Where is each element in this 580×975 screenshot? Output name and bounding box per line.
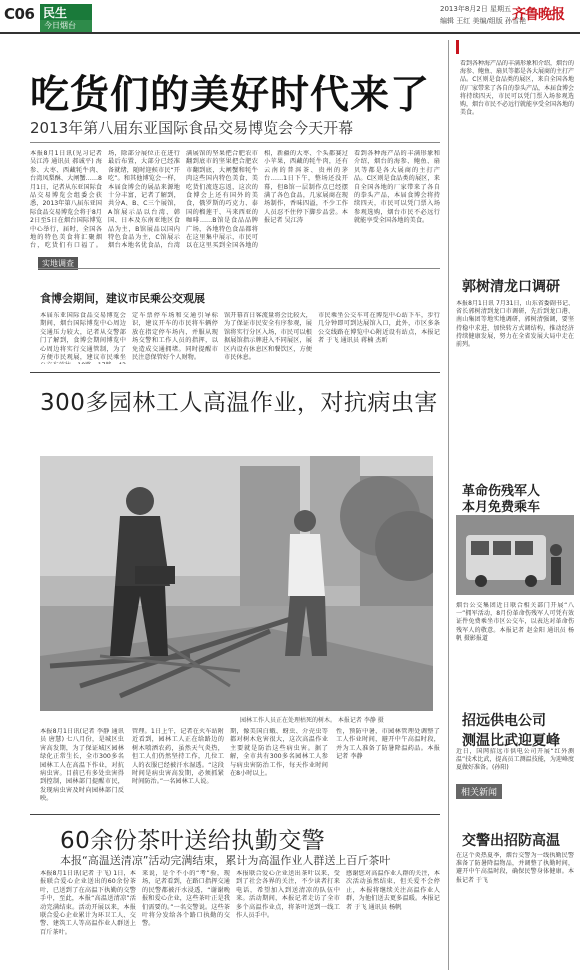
- survey-column-2: 定车票停车场和交通引导标识，建议开车的市民将车辆停放在指定停车场内，并服从现场交警和工作人员的指挥，以免造成交通拥堵。同时提醒市民注意保管好个人财物。: [132, 312, 218, 362]
- sidebar-headline-3b: 测温比武迎夏峰: [462, 733, 560, 749]
- pest-column-1: 本报8月1日讯(记者 李静 通讯员 唐慧) 七八月份，是城区虫害高发期，为了保证城区园林绿化正常生长，全市300多名园林工人在高温下作业，对抗病虫害。目前已有多处虫害得到控制，园林部门提醒市民，发现病虫害及时向园林部门反映。: [40, 728, 124, 803]
- sidebar-headline-1: 郭树清龙口调研: [462, 279, 560, 295]
- main-column-5: 看到各种海产品的丰满形象和介绍，烟台的海参、鲍鱼、扇贝等都是各大展商的主打产品。C区则是食品类的展区，来自全国各地的厂家带来了各自的拳头产品，本届食博会将持续四天，市民可以凭门票入场参观选购，烟台市民不必远行就能享受全国各地的美食。: [354, 150, 440, 225]
- tea-subheadline: 本报“高温送清凉”活动完满结束，累计为高温作业人群送上百斤茶叶: [60, 854, 391, 867]
- sidebar-story-1: 本报8月1日讯 7月31日，山东省委副书记、省长郭树清到龙口市调研，先后到龙口港、南山集团等地实地调研，郭树清强调，要坚持稳中求进，加快转方式调结构，推动经济持续健康发展，努力在全省发展大局中走在前列。: [456, 300, 574, 349]
- section-number: C06: [4, 5, 35, 23]
- main-headline: 吃货们的美好时代来了: [30, 73, 431, 118]
- survey-headline: 食博会期间，建议市民乘公交观展: [40, 292, 205, 305]
- pest-column-2: 管理。1日上午，记者在火车站附近看到，园林工人正在给路边的树木喷洒农药，虽然天气炎热，但工人们仍然坚持工作，几位工人的衣服已经被汗水湿透。“这段时间是病虫害高发期，必须抓紧时间防治。”一名园林工人说。: [132, 728, 224, 786]
- section-name: 民生: [40, 4, 92, 20]
- pest-column-4: 性，预防中暑，市园林管理处调整了工人作业时间，避开中午高温时段，并为工人准备了防暑降温药品。本报记者 李静: [336, 728, 440, 761]
- sidebar-headline-3a: 招远供电公司: [462, 713, 546, 729]
- sidebar-headline-2b: 本月免费乘车: [462, 500, 541, 515]
- sidebar-top-text: 看到各种海产品的丰满形象和介绍，烟台的海参、鲍鱼、扇贝等都是各大展商的主打产品。C区则是食品类的展区，来自全国各地的厂家带来了各自的拳头产品，本届食博会将持续四天，市民可以凭门票入场参观选购，烟台市民不必远行就能享受全国各地的美食。: [460, 60, 574, 117]
- newspaper-logo: 齐鲁晚报: [512, 7, 564, 23]
- sidebar-story-3: 近日，国网招远市供电公司开展“红外测温”技术比武，提高员工测温技能，为迎峰度夏做好准备。(孙阳): [456, 748, 574, 772]
- photo-caption: 园林工作人员正在处理枯死的树木。 本报记者 李静 摄: [240, 717, 384, 724]
- tea-column-4: 感谢您对高温作业人群的关注，本次活动虽然结束，但关爱不会停止，本报将继续关注高温作业人群，为他们送去更多温暖。本报记者 于飞 通讯员 杨帆: [346, 870, 440, 911]
- issue-date: 2013年8月2日 星期五: [440, 5, 511, 13]
- sidebar-story-4: 在这个炎热夏季，烟台交警为一线执勤民警准备了防暑降温物品，并调整了执勤时间，避开中午高温时段，确保民警身体健康。本报记者 于飞: [456, 852, 574, 884]
- pest-headline: 300多园林工人高温作业，对抗病虫害: [40, 390, 438, 416]
- sidebar-headline-2a: 革命伤残军人: [462, 484, 541, 499]
- divider: [30, 142, 440, 143]
- main-column-3: 满展馆的坚果把合肥农市翻到底市的坚果把合肥农市翻到底，大闸蟹和牦牛肉这些国内特色美食，美吃货们流连忘返，这次的食博会上还有国外的美食，俄罗斯的巧克力、泰国的榴莲干、马来西亚的咖啡……B馆是食品品牌广场，各地特色食品都将在这里集中展示，市民可以在这里买到全国各地的: [186, 150, 258, 250]
- divider: [38, 268, 440, 269]
- sidebar-headline-4: 交警出招防高温: [462, 833, 560, 849]
- divider: [30, 372, 440, 373]
- page-header: [0, 0, 580, 34]
- tea-column-1: 本报8月1日讯(记者 于飞) 1日，本报联合爱心企业送出的60余份茶叶，已送到了在高温下执勤的交警手中，至此，本报“高温送清凉”活动完满结束。活动开展以来，本报联合爱心企业累计为环卫工人、交警、建筑工人等高温作业人群送上百斤茶叶。: [40, 870, 136, 936]
- pest-column-3: 期，像美国白蛾、蚜虫、介壳虫等都对树木危害很大，这次高温作业主要就是防治这些病虫害。据了解，全市共有300多名园林工人参与病虫害防治工作，每天作业时间在8小时以上。: [230, 728, 328, 778]
- tea-column-2: 来说，是个不小的“考”验，现场，记者看到，在路口指挥交通的民警都被汗水浸透，“谢谢晚报和爱心企业，这些茶叶正是我们需要的。”一名交警说。这些茶叶将分发给各个路口执勤的交警。: [142, 870, 230, 928]
- main-column-1: 本报8月1日讯(见习记者 吴江涛 通讯员 郝诚平) 海参、大枣、西藏牦牛肉、台湾凤梨酥、大闸蟹……8月1日，记者从东亚国际食品交易博览会组委会获悉，2013年第八届东亚国际食品交易博览会将于8月2日至5日在烟台国际博览中心举行，届时，全国各地的特色美食将汇聚烟台，吃货们有口福了。: [30, 150, 102, 250]
- related-news-tag: 相关新闻: [456, 784, 502, 799]
- section-subtitle: 今日烟台: [40, 20, 92, 32]
- divider: [30, 814, 440, 815]
- main-column-4: 相，新疆的大枣、个头都赛过小苹果，西藏的牦牛肉，还有云南的普洱茶、贵州的茅台……1日下午，整场还没开幕，但B馆一层制作点已经摆满了各色食品，几家展商在现场制作，香味四溢，不少工作人员忍不住停下脚步品尝。本报记者 吴江涛: [264, 150, 348, 225]
- sidebar-story-2: 烟台公交集团近日联合相关部门开展“八一”拥军活动，8月份革命伤残军人可凭有效证件免费乘坐市区公交车，以表达对革命伤残军人的敬意。本报记者 赵金阳 通讯员 杨帆 摄影报道: [456, 602, 574, 642]
- survey-column-3: 馆开幕首日客流量将会比较大，为了保证市民安全有序参观，展馆将实行分区入场，市民可以根据展馆指示牌进入不同展区，展区内设有休息区和餐饮区，方便市民休息。: [224, 312, 312, 362]
- survey-column-1: 本届东亚国际食品交易博览会期间，烟台国际博览中心周边交通压力较大，记者从交警部门了解到，食博会期间博览中心周边将实行交通管制，为了方便市民观展，建议市民乘坐: [40, 312, 126, 362]
- survey-column-4: 市民乘坐公交车可在博览中心站下车，步行几分钟即可到达展馆入口，此外，市区多条公交线路在博览中心附近设有站点，本报记者 于飞 通讯员 蒋楠 杰昕: [318, 312, 440, 345]
- survey-tag: 实地调查: [38, 257, 78, 270]
- main-column-2: 场，除部分展位正在进行最后布置，大部分已经准备就绪，随时迎候市民“开吃”。和其他博览会一样，本届食博会的展品来源地十分丰富，记者了解到，共分A、B、C三个展馆，A馆展示品以台湾、韩国、日本及东南亚地区食品为主，B馆展品以国内特色食品为主，C馆展示烟台本地名优食品，台湾: [108, 150, 180, 250]
- sidebar-bus-photo: [456, 515, 574, 595]
- editor-credits: 编辑 王红 美编/组版 孙雪艳: [440, 17, 527, 25]
- sidebar-accent: [456, 40, 459, 54]
- sidebar-divider: [448, 40, 449, 970]
- main-subheadline: 2013年第八届东亚国际食品交易博览会今天开幕: [30, 119, 354, 137]
- tea-column-3: 本报联合爱心企业送出茶叶以来，受到了社会各界的关注，不少读者打来电话，希望加入到送清凉的队伍中来。活动期间，本报记者走访了全市多个高温作业点，将茶叶送到一线工作人员手中。: [236, 870, 340, 920]
- tea-headline: 60余份茶叶送给执勤交警: [60, 828, 326, 854]
- gardener-photo: [40, 456, 433, 711]
